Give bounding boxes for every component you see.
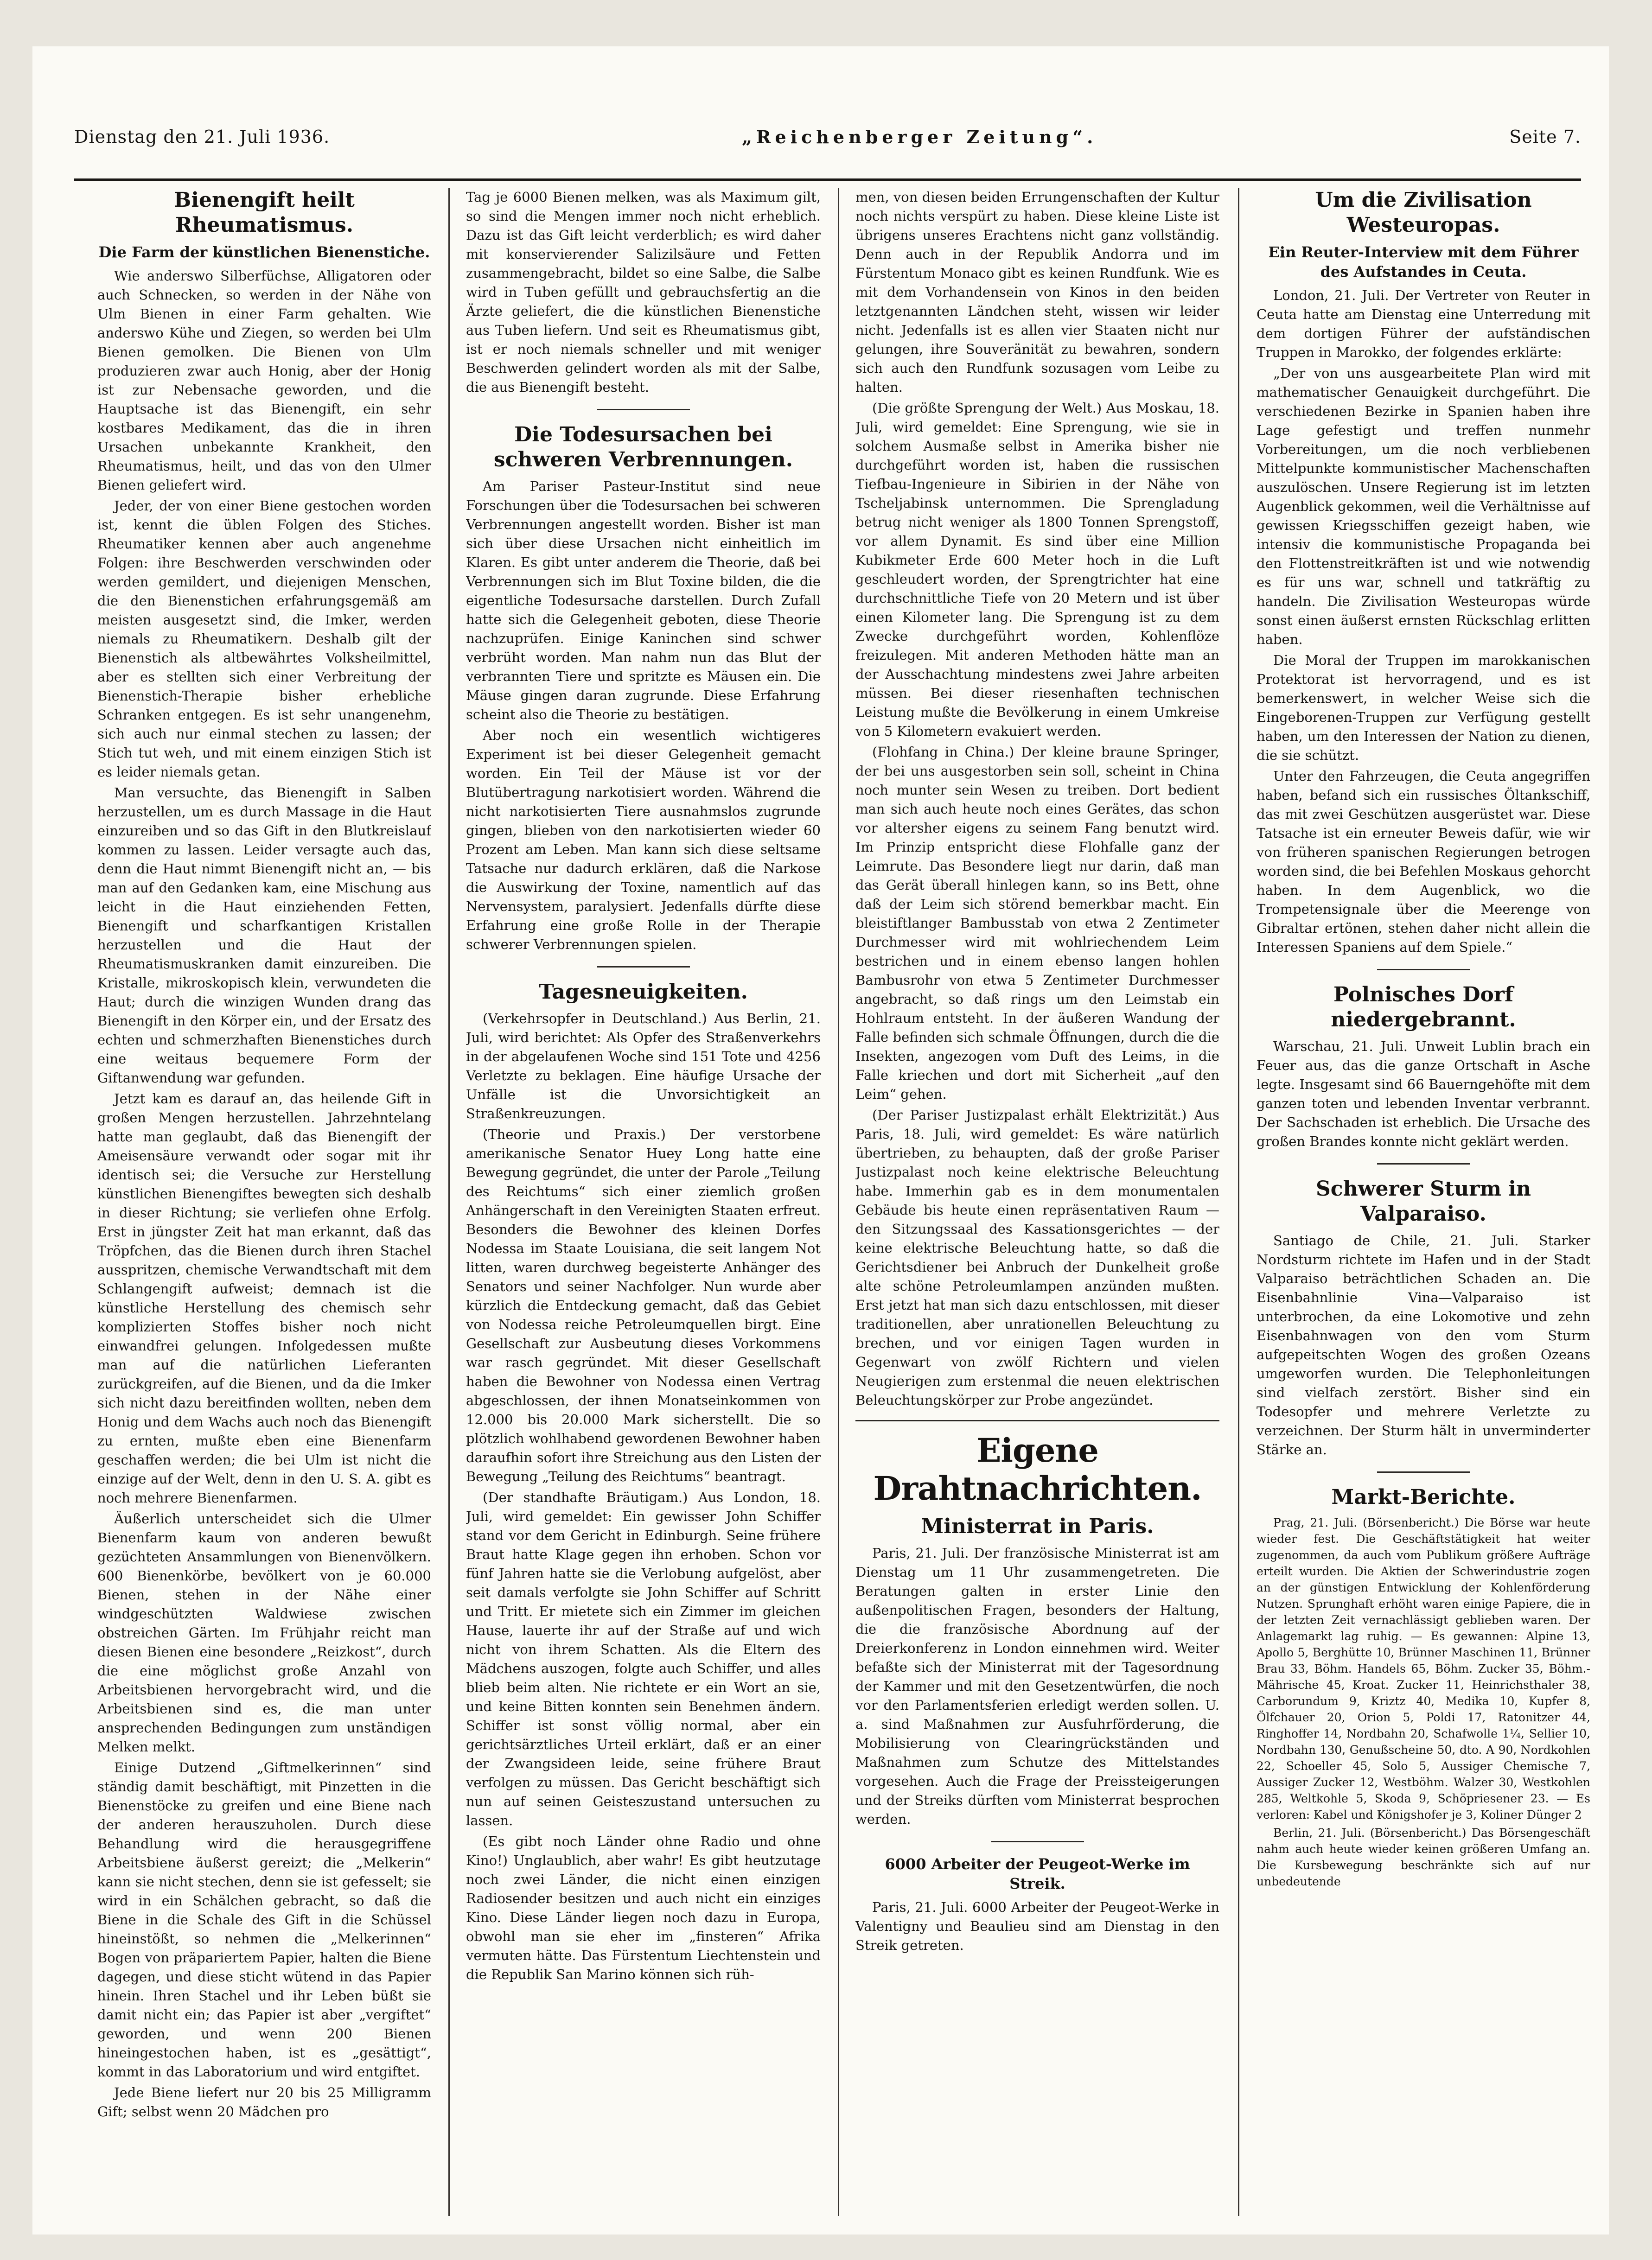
article-title-poland: Polnisches Dorf niedergebrannt. xyxy=(1331,983,1516,1031)
article-paragraph: Jetzt kam es darauf an, das heilende Gift in großen Mengen herzustellen. Jahrzehntelang hatte man geglaubt, daß das Bienengift der Ameisensäure verwandt oder sogar mit ihr identisch sei; die Versuche zur Herstellung künstlichen Bienengiftes bewegten sich deshalb in dieser Richtung; sie verliefen ohne Erfolg. Erst in jüngster Zeit hat man erkannt, daß das Tröpfchen, das die Bienen durch ihren Stachel ausspritzen, chemische Verwandtschaft mit dem Schlangengift aufweist; demnach ist die künstliche Herstellung des chemisch sehr komplizierten Stoffes bisher noch nicht einwandfrei gelungen. Infolgedessen mußte man auf die natürlichen Lieferanten zurückgreifen, auf die Bienen, und da die Imker sich nicht dazu bereitfinden wollten, neben dem Honig und dem Wachs auch noch das Bienengift zu ernten, mußte eben eine Bienenfarm geschaffen werden; die bei Ulm ist nicht die einzige auf der Welt, denn in den U. S. A. gibt es noch mehrere Bienenfarmen. xyxy=(97,1091,431,1506)
section-banner-wire-news: Eigene Drahtnachrichten. xyxy=(873,1431,1202,1508)
article-separator xyxy=(1377,1163,1470,1165)
article-paragraph: Jeder, der von einer Biene gestochen worden ist, kennt die üblen Folgen des Stiches. Rheumatiker kennen aber auch angenehme Folgen: ihre Beschwerden verschwinden oder werden gemildert, und diejenigen Menschen, die den Bienenstichen erfahrungsgemäß am meisten ausgesetzt sind, die Imker, werden niemals zu Rheumatikern. Deshalb gilt der Bienenstich als altbewährtes Volksheilmittel, aber es stellten sich einer Verbreitung der Bienenstich-Therapie bisher erhebliche Schranken entgegen. Es ist sehr unangenehm, sich auch nur einmal stechen zu lassen; der Stich tut weh, und mit einem einzigen Stich ist es leider niemals getan. xyxy=(97,498,431,780)
article-subtitle-bee-venom: Die Farm der künstlichen Bienenstiche. xyxy=(98,243,430,261)
article-title-bee-venom: Bienengift heilt Rheumatismus. xyxy=(174,188,355,237)
article-separator xyxy=(1377,969,1470,970)
column-divider xyxy=(1238,188,1239,2216)
article-paragraph: Die Moral der Truppen im marokkanischen Protektorat ist hervorragend, und es ist bemerkenswert, in welcher Weise sich die Eingeborenen-Truppen zur Verfügung gestellt haben, um den Interessen der Nation zu dienen, die sie schützt. xyxy=(1257,652,1590,763)
column-2 xyxy=(466,188,821,2216)
article-paragraph: „Der von uns ausgearbeitete Plan wird mit mathematischer Genauigkeit durchgeführt. Die verschiedenen Bezirke in Spanien haben ihre Lage gefestigt und treffen nunmehr Vorbereitungen, um die noch verbliebenen Mittelpunkte kommunistischer Machenschaften auszulöschen. Unsere Regierung ist im letzten Augenblick gekommen, weil die Verhältnisse auf gewissen Kriegsschiffen gezeigt haben, wie intensiv die kommunistische Propaganda bei den Flottenstreitkräften ist und wie notwendig es für uns war, schnell und tatkräftig zu handeln. Die Zivilisation Westeuropas würde sonst einen äußerst ernsten Rückschlag erlitten haben. xyxy=(1257,365,1590,647)
article-title-ministerrat: Ministerrat in Paris. xyxy=(921,1515,1154,1538)
news-item: men, von diesen beiden Errungenschaften der Kultur noch nichts verspürt zu haben. Diese kleine Liste ist übrigens unseres Erachtens nicht ganz vollständig. Denn auch in der Republik Andorra und im Fürstentum Monaco gibt es keinen Rundfunk. Wie es mit dem Vorhandensein von Kinos in den beiden letztgenannten Ländchen steht, wissen wir leider nicht. Jedenfalls ist es allen vier Staaten nicht nur gelungen, ihre Souveränität zu bewahren, sondern sich auch den Rundfunk sozusagen vom Leibe zu halten. xyxy=(855,189,1219,395)
news-item: (Theorie und Praxis.) Der verstorbene amerikanische Senator Huey Long hatte eine Bewegung gegründet, die unter der Parole „Teilung des Reichtums“ sich einer ziemlich großen Anhängerschaft in den Vereinigten Staaten erfreut. Besonders die Bewohner des kleinen Dorfes Nodessa im Staate Louisiana, die seit langem Not litten, waren durchweg begeisterte Anhänger des Senators und seiner Nachfolger. Nun wurde aber kürzlich die Entdeckung gemacht, daß das Gebiet von Nodessa reiche Petroleumquellen birgt. Eine Gesellschaft zur Ausbeutung dieses Vorkommens war rasch gegründet. Mit dieser Gesellschaft haben die Bewohner von Nodessa einen Vertrag abgeschlossen, der ihnen Monatseinkommen von 12.000 bis 20.000 Mark sicherstellt. Die so plötzlich wohlhabend gewordenen Bewohner haben daraufhin sofort ihre Streichung aus den Listen der Bewegung „Teilung des Reichtums“ beantragt. xyxy=(466,1127,821,1484)
article-paragraph: Paris, 21. Juli. Der französische Ministerrat ist am Dienstag um 11 Uhr zusammengetreten. Die Beratungen galten in erster Linie den außenpolitischen Fragen, besonders der Haltung, die die französische Abordnung auf der Dreierkonferenz in London einnehmen wird. Weiter befaßte sich der Ministerrat mit der Tagesordnung der Kammer und mit den Gesetzentwürfen, die noch vor den Parlamentsferien erledigt werden sollen. U. a. sind Maßnahmen zur Ausfuhrförderung, die Mobilisierung von Clearingrückständen und Maßnahmen zum Schutze des Mittelstandes vorgesehen. Auch die Frage der Preissteigerungen und der Streiks dürften vom Ministerrat besprochen werden. xyxy=(855,1545,1219,1827)
column-3 xyxy=(855,188,1219,2216)
page-number: Seite 7. xyxy=(1509,127,1581,147)
section-title-market: Markt-Berichte. xyxy=(1331,1485,1516,1509)
article-separator xyxy=(597,409,690,410)
article-continuation: Tag je 6000 Bienen melken, was als Maximum gilt, so sind die Mengen immer noch nicht erheblich. Dazu ist das Gift leicht verderblich; es wird daher mit konservierender Salizilsäure und Fetten zusammengebracht, bildet so eine Salbe, die Salbe wird in Tuben gefüllt und gebrauchsfertig an die Ärzte geliefert, die die künstlichen Bienenstiche aus Tuben liefern. Und seit es Rheumatismus gibt, ist er noch niemals schneller und mit weniger Beschwerden gelindert worden als mit der Salbe, die aus Bienengift besteht. xyxy=(466,189,821,395)
news-item: (Der Pariser Justizpalast erhält Elektrizität.) Aus Paris, 18. Juli, wird gemeldet: Es wäre natürlich übertrieben, zu behaupten, daß der große Pariser Justizpalast noch keine elektrische Beleuchtung habe. Immerhin gab es in dem monumentalen Gebäude bis heute einen repräsentativen Raum — den Sitzungssaal des Kassationsgerichtes — der keine elektrische Beleuchtung hatte, so daß die Gerichtsdiener bei Anbruch der Dunkelheit große alte schöne Petroleumlampen anzünden mußten. Erst jetzt hat man sich dazu entschlossen, mit dieser traditionellen, aber unrationellen Beleuchtung zu brechen, und vor einigen Tagen wurden in Gegenwart von zwölf Richtern und vielen Neugierigen zum erstenmal die neuen elektrischen Beleuchtungskörper zur Probe angezündet. xyxy=(855,1107,1219,1408)
issue-date: Dienstag den 21. Juli 1936. xyxy=(74,127,330,147)
article-separator xyxy=(597,966,690,968)
news-item: (Flohfang in China.) Der kleine braune Springer, der bei uns ausgestorben sein soll, scheint in China noch munter sein Wesen zu treiben. Dort bedient man sich auch heute noch eines Gerätes, das schon vor altersher eigens zu seinem Fang benutzt wird. Im Prinzip entspricht diese Flohfalle ganz der Leimrute. Das Besondere liegt nur darin, daß man das Gerät überall hinlegen kann, so ins Bett, ohne daß der Leim sich störend bemerkbar macht. Ein bleistiftlanger Bambusstab von etwa 2 Zentimeter Durchmesser wird mit wohlriechendem Leim bestrichen und in einem ebenso langen hohlen Bambusrohr von etwa 5 Zentimeter Durchmesser angebracht, so daß rings um den Leimstab ein Hohlraum entsteht. In der äußeren Wandung der Falle befinden sich schmale Öffnungen, durch die die Insekten, angezogen vom Duft des Leims, in die Falle kriechen und dort mit Sicherheit „auf den Leim“ gehen. xyxy=(855,744,1219,1102)
article-title-westeuropa: Um die Zivilisation Westeuropas. xyxy=(1315,188,1532,237)
news-item: (Der standhafte Bräutigam.) Aus London, 18. Juli, wird gemeldet: Ein gewisser John Schiffer stand vor dem Gericht in Edinburgh. Seine frühere Braut hatte Klage gegen ihn erhoben. Schon vor fünf Jahren hatte sie die Verlobung aufgelöst, aber seit damals verfolgte sie John Schiffer auf Schritt und Tritt. Er mietete sich ein Zimmer im gleichen Hause, lauerte ihr auf der Straße auf und wich nicht von ihrem Schatten. Als die Eltern des Mädchens auszogen, folgte auch Schiffer, und alles blieb beim alten. Nie richtete er ein Wort an sie, und keine Bitten konnten sein Benehmen ändern. Schiffer ist sonst völlig normal, aber ein gerichtsärztliches Urteil erklärt, daß er an einer der Zwangsideen leide, seine frühere Braut verfolgen zu müssen. Das Gericht beschäftigt sich nun auf seinen Geisteszustand untersuchen zu lassen. xyxy=(466,1490,821,1828)
article-paragraph: Paris, 21. Juli. 6000 Arbeiter der Peugeot-Werke in Valentigny und Beaulieu sind am Dienstag in den Streik getreten. xyxy=(855,1899,1219,1953)
article-title-valparaiso: Schwerer Sturm in Valparaiso. xyxy=(1316,1177,1531,1226)
section-title-daily-news: Tagesneuigkeiten. xyxy=(539,980,748,1004)
article-paragraph: Santiago de Chile, 21. Juli. Starker Nordsturm richtete im Hafen und in der Stadt Valparaiso beträchtlichen Schaden an. Die Eisenbahnlinie Vina—Valparaiso ist unterbrochen, da eine Lokomotive und zehn Eisenbahnwagen von den vom Sturm aufgepeitschten Wogen des großen Ozeans umgeworfen wurden. Die Telephonleitungen sind vielfach zerstört. Bisher sind ein Todesopfer und mehrere Verletzte zu verzeichnen. Der Sturm hält in unverminderter Stärke an. xyxy=(1257,1233,1590,1458)
news-item: (Es gibt noch Länder ohne Radio und ohne Kino!) Unglaublich, aber wahr! Es gibt heutzutage noch zwei Länder, die nicht einen einzigen Radiosender besitzen und auch nicht ein einziges Kino. Diese Länder liegen noch dazu in Europa, obwohl man sie eher im „finsteren“ Afrika vermuten hätte. Das Fürstentum Liechtenstein und die Republik San Marino können sich rüh- xyxy=(466,1833,821,1982)
news-item: (Verkehrsopfer in Deutschland.) Aus Berlin, 21. Juli, wird berichtet: Als Opfer des Straßenverkehrs in der abgelaufenen Woche sind 151 Tote und 4256 Verletzte zu beklagen. Eine häufige Ursache der Unfälle ist die Unvorsichtigkeit an Straßenkreuzungen. xyxy=(466,1011,821,1121)
market-report: Berlin, 21. Juli. (Börsenbericht.) Das Börsengeschäft nahm auch heute wieder keinen größeren Umfang an. Die Kursbewegung beschränkte sich auf nur unbedeutende xyxy=(1257,1826,1590,1888)
article-paragraph: London, 21. Juli. Der Vertreter von Reuter in Ceuta hatte am Dienstag eine Unterredung mit dem dortigen Führer der aufständischen Truppen in Marokko, der folgendes erklärte: xyxy=(1257,287,1590,360)
column-divider xyxy=(838,188,839,2216)
article-paragraph: Am Pariser Pasteur-Institut sind neue Forschungen über die Todesursachen bei schweren Verbrennungen angestellt worden. Bisher ist man sich über diese Ursachen nicht einheitlich im Klaren. Es gibt unter anderem die Theorie, daß bei Verbrennungen sich im Blut Toxine bilden, die die eigentliche Todesursache darstellen. Durch Zufall hatte sich die Gelegenheit geboten, diese Theorie nachzuprüfen. Einige Kaninchen sind schwer verbrüht worden. Man nahm nun das Blut der verbrannten Tiere und spritzte es Mäusen ein. Die Mäuse gingen daran zugrunde. Diese Erfahrung scheint also die Theorie zu bestätigen. xyxy=(466,478,821,722)
article-title-peugeot: 6000 Arbeiter der Peugeot-Werke im Streik. xyxy=(885,1855,1190,1892)
article-separator xyxy=(1377,1471,1470,1473)
article-paragraph: Warschau, 21. Juli. Unweit Lublin brach ein Feuer aus, das die ganze Ortschaft in Asche legte. Insgesamt sind 66 Bauerngehöfte mit dem ganzen toten und lebenden Inventar verbrannt. Der Sachschaden ist erheblich. Die Ursache des großen Brandes konnte nicht geklärt werden. xyxy=(1257,1038,1590,1149)
column-1 xyxy=(97,188,431,2216)
market-report: Prag, 21. Juli. (Börsenbericht.) Die Börse war heute wieder fest. Die Geschäftstätigkeit hat weiter zugenommen, da auch vom Publikum größere Aufträge erteilt wurden. Die Aktien der Schwerindustrie zogen an der günstigen Entwicklung der Kohlenförderung Nutzen. Sprunghaft erhöht waren einige Papiere, die in der letzten Zeit vernachlässigt geblieben waren. Der Anlagemarkt lag ruhig. — Es gewannen: Alpine 13, Apollo 5, Berghütte 10, Brünner Maschinen 11, Brünner Brau 33, Böhm. Handels 65, Böhm. Zucker 35, Böhm.-Mährische 45, Kroat. Zucker 11, Heinrichsthaler 38, Carborundum 9, Kriztz 40, Medika 10, Kupfer 8, Ölfchauer 20, Orion 5, Poldi 17, Ratonitzer 44, Ringhoffer 14, Nordbahn 20, Schafwolle 1¼, Sellier 10, Nordbahn 130, Genußscheine 50, dto. A 90, Nordkohlen 22, Schoeller 45, Solo 5, Aussiger Chemische 7, Aussiger Zucker 12, Westböhm. Walzer 30, Westkohlen 285, Weltkohle 5, Skoda 9, Schöpriesener 23. — Es verloren: Kabel und Königshofer je 3, Koliner Dünger 2 xyxy=(1257,1516,1590,1821)
news-item: (Die größte Sprengung der Welt.) Aus Moskau, 18. Juli, wird gemeldet: Eine Sprengung, wie sie in solchem Ausmaße selbst in Amerika bisher nie durchgeführt worden ist, haben die russischen Tiefbau-Ingenieure in Sibirien in der Nähe von Tscheljabinsk unternommen. Die Sprengladung betrug nicht weniger als 1800 Tonnen Sprengstoff, vor allem Dynamit. Es sind über eine Million Kubikmeter Erde 600 Meter hoch in die Luft geschleudert worden, der Sprengtrichter hat eine durchschnittliche Tiefe von 20 Metern und ist über einen Kilometer lang. Die Sprengung ist zu dem Zwecke durchgeführt worden, Kohlenflöze freizulegen. Mit anderen Methoden hätte man an der Ausschachtung mindestens zwei Jahre arbeiten müssen. Bei dieser riesenhaften technischen Leistung mußte die Bevölkerung in einem Umkreise von 5 Kilometern evakuiert werden. xyxy=(855,400,1219,739)
header-rule xyxy=(74,178,1581,181)
article-paragraph: Äußerlich unterscheidet sich die Ulmer Bienenfarm kaum von anderen bewußt gezüchteten Ansammlungen von Bienenvölkern. 600 Bienenkörbe, bevölkert von je 60.000 Bienen, stehen in der Nähe einer windgeschützten Waldwiese zwischen obstreichen Gärten. Im Frühjahr reicht man diesen Bienen eine besondere „Reizkost“, durch die eine möglichst große Anzahl von Arbeitsbienen hervorgebracht wird, und die Arbeitsbienen sind es, die man unter ansprechenden Bedingungen zum unständigen Melken melkt. xyxy=(97,1511,431,1755)
article-paragraph: Jede Biene liefert nur 20 bis 25 Milligramm Gift; selbst wenn 20 Mädchen pro xyxy=(97,2085,431,2120)
article-title-burns: Die Todesursachen bei schweren Verbrennungen. xyxy=(493,423,793,471)
article-paragraph: Einige Dutzend „Giftmelkerinnen“ sind ständig damit beschäftigt, mit Pinzetten in die Bienenstöcke zu greifen und eine Biene nach der anderen herauszuholen. Durch diese Behandlung wird die herausgegriffene Arbeitsbiene äußerst gereizt; die „Melkerin“ kann sie nicht stechen, denn sie ist gefesselt; sie wird in ein Schälchen gebracht, so daß die Biene in die Schale des Gift in die Schüssel hineinstößt, so nehmen die „Melkerinnen“ Bogen von präpariertem Papier, halten die Biene dagegen, und diese sticht wütend in das Papier hinein. Ihren Stachel und ihr Leben büßt sie damit nicht ein; das Papier ist aber „vergiftet“ geworden, und wenn 200 Bienen hineingestochen haben, ist es „gesättigt“, kommt in das Laboratorium und wird entgiftet. xyxy=(97,1760,431,2080)
column-4 xyxy=(1257,188,1590,2216)
newspaper-name: „Reichenberger Zeitung“. xyxy=(742,126,1097,147)
article-separator xyxy=(991,1841,1084,1842)
article-paragraph: Unter den Fahrzeugen, die Ceuta angegriffen haben, befand sich ein russisches Öltankschiff, das mit zwei Geschützen ausgerüstet war. Diese Tatsache ist ein erneuter Beweis dafür, wie wir von früheren spanischen Regierungen betrogen worden sind, die bei Befehlen Moskaus gehorcht haben. In dem Augenblick, wo die Trompetensignale über die Meerenge von Gibraltar ertönen, stehen daher nicht allein die Interessen Spaniens auf dem Spiele.“ xyxy=(1257,768,1590,955)
page-header xyxy=(74,121,1581,153)
article-paragraph: Aber noch ein wesentlich wichtigeres Experiment ist bei dieser Gelegenheit gemacht worden. Ein Teil der Mäuse ist vor der Blutübertragung narkotisiert worden. Während die nicht narkotisierten Tiere ausnahmslos zugrunde gingen, blieben von den narkotisierten wieder 60 Prozent am Leben. Man kann sich diese seltsame Tatsache nur dadurch erklären, daß die Narkose die Auswirkung der Toxine, namentlich auf das Nervensystem, paralysiert. Jedenfalls dürfte diese Erfahrung eine große Rolle in der Therapie schwerer Verbrennungen spielen. xyxy=(466,727,821,952)
article-subtitle-westeuropa: Ein Reuter-Interview mit dem Führer des Aufstandes in Ceuta. xyxy=(1268,243,1579,280)
newspaper-page xyxy=(32,46,1609,2235)
article-paragraph: Wie anderswo Silberfüchse, Alligatoren oder auch Schnecken, so werden in der Nähe von Ulm Bienen in einer Farm gehalten. Wie anderswo Kühe und Ziegen, so werden bei Ulm Bienen gemolken. Die Bienen von Ulm produzieren zwar auch Honig, aber der Honig ist zur Nebensache geworden, und die Hauptsache ist das Bienengift, ein sehr kostbares Medikament, das die in ihren Ursachen unbekannte Krankheit, den Rheumatismus, heilt, und das von den Ulmer Bienen geliefert wird. xyxy=(97,268,431,493)
column-divider xyxy=(448,188,450,2216)
section-rule xyxy=(855,1420,1219,1421)
article-paragraph: Man versuchte, das Bienengift in Salben herzustellen, um es durch Massage in die Haut einzureiben und so das Gift in den Blutkreislauf kommen zu lassen. Leider versagte auch das, denn die Haut nimmt Bienengift nicht an, — bis man auf den Gedanken kam, eine Mischung aus leicht in die Haut einziehenden Fetten, Bienengift und scharfkantigen Kristallen herzustellen und die Haut der Rheumatismuskranken damit einzureiben. Die Kristalle, mikroskopisch klein, verwundeten die Haut; durch die winzigen Wunden drang das Bienengift in den Körper ein, und der Ersatz des echten und schmerzhaften Bienenstiches durch eine weitaus bequemere Form der Giftanwendung war gefunden. xyxy=(97,785,431,1086)
